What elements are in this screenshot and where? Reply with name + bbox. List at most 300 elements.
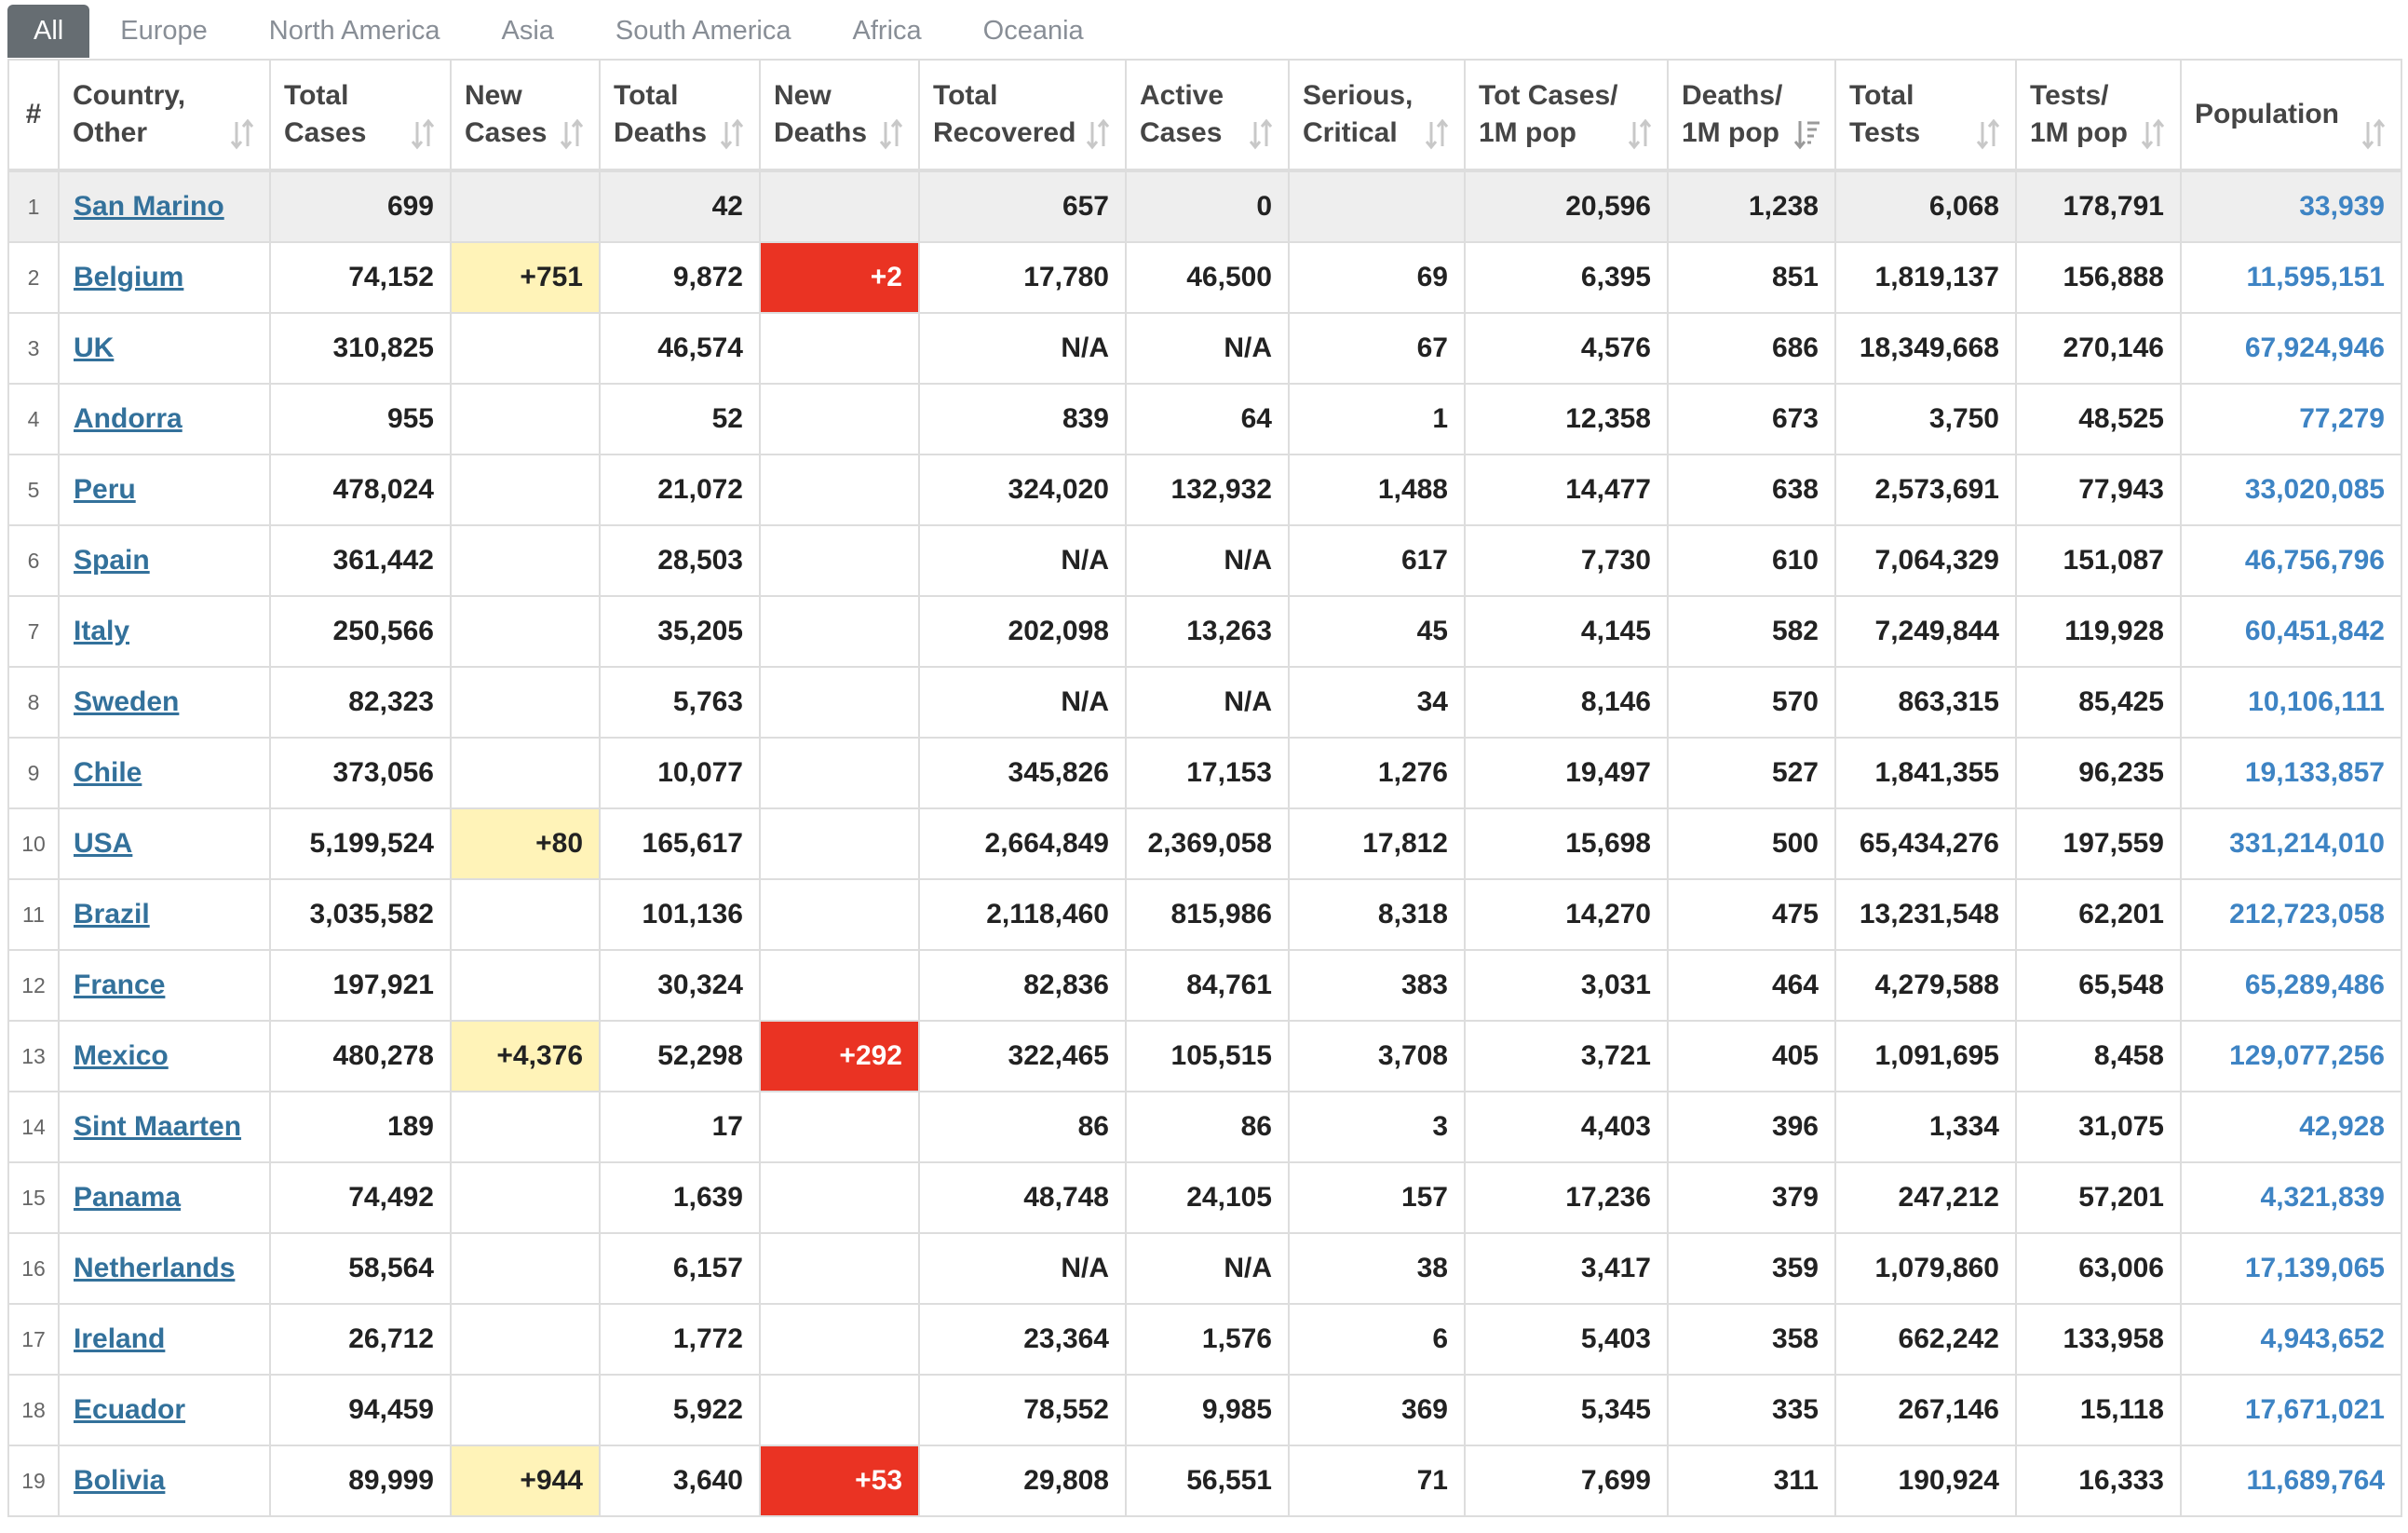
cell-rank: 11 bbox=[8, 879, 59, 950]
cell-active-cases: 84,761 bbox=[1126, 950, 1289, 1021]
country-link[interactable]: Bolivia bbox=[74, 1465, 166, 1496]
cell-tests-per-1m: 15,118 bbox=[2016, 1375, 2181, 1445]
cell-population bbox=[2181, 242, 2401, 313]
cell-deaths-per-1m: 638 bbox=[1668, 454, 1835, 525]
country-link[interactable]: Sweden bbox=[74, 686, 180, 717]
cell-deaths-per-1m: 335 bbox=[1668, 1375, 1835, 1445]
column-header-serious-critical[interactable] bbox=[1289, 60, 1465, 170]
cell-active-cases: 815,986 bbox=[1126, 879, 1289, 950]
column-header-cases-per-1m[interactable] bbox=[1465, 60, 1668, 170]
cell-rank: 1 bbox=[8, 170, 59, 242]
cell-total-deaths: 52 bbox=[600, 384, 760, 454]
country-link[interactable]: Andorra bbox=[74, 403, 183, 434]
cell-total-tests: 6,068 bbox=[1835, 170, 2016, 242]
cell-new-cases bbox=[451, 950, 600, 1021]
cell-new-deaths bbox=[760, 170, 919, 242]
table-row bbox=[8, 950, 2401, 1021]
cell-country bbox=[59, 1021, 270, 1092]
country-link[interactable]: USA bbox=[74, 828, 133, 859]
cell-tests-per-1m: 63,006 bbox=[2016, 1233, 2181, 1304]
cell-population bbox=[2181, 454, 2401, 525]
cell-cases-per-1m: 14,477 bbox=[1465, 454, 1668, 525]
cell-total-deaths: 101,136 bbox=[600, 879, 760, 950]
cell-cases-per-1m: 4,576 bbox=[1465, 313, 1668, 384]
cell-total-recovered: N/A bbox=[919, 1233, 1126, 1304]
cell-population bbox=[2181, 738, 2401, 808]
table-row bbox=[8, 1375, 2401, 1445]
sort-arrows-icon[interactable] bbox=[228, 118, 256, 150]
cell-total-recovered: 322,465 bbox=[919, 1021, 1126, 1092]
cell-serious-critical: 17,812 bbox=[1289, 808, 1465, 879]
cell-serious-critical: 3 bbox=[1289, 1092, 1465, 1162]
cell-rank: 9 bbox=[8, 738, 59, 808]
cell-country bbox=[59, 525, 270, 596]
cell-rank: 14 bbox=[8, 1092, 59, 1162]
cell-population bbox=[2181, 667, 2401, 738]
country-link[interactable]: Spain bbox=[74, 545, 150, 576]
cell-active-cases: 105,515 bbox=[1126, 1021, 1289, 1092]
cell-tests-per-1m: 197,559 bbox=[2016, 808, 2181, 879]
cell-cases-per-1m: 3,417 bbox=[1465, 1233, 1668, 1304]
cell-active-cases: 56,551 bbox=[1126, 1445, 1289, 1516]
sort-arrows-icon[interactable] bbox=[718, 118, 746, 150]
cell-serious-critical: 34 bbox=[1289, 667, 1465, 738]
cell-total-tests: 662,242 bbox=[1835, 1304, 2016, 1375]
cell-population bbox=[2181, 1162, 2401, 1233]
cell-cases-per-1m: 14,270 bbox=[1465, 879, 1668, 950]
population-link[interactable]: 10,106,111 bbox=[2248, 686, 2385, 717]
country-link[interactable]: San Marino bbox=[74, 191, 224, 222]
table-row bbox=[8, 454, 2401, 525]
column-header-new-deaths[interactable] bbox=[760, 60, 919, 170]
cell-total-cases: 94,459 bbox=[270, 1375, 451, 1445]
tab-south-america[interactable]: South America bbox=[615, 16, 791, 46]
cell-rank: 7 bbox=[8, 596, 59, 667]
cell-total-tests: 247,212 bbox=[1835, 1162, 2016, 1233]
tab-asia[interactable]: Asia bbox=[501, 16, 554, 46]
cell-population bbox=[2181, 950, 2401, 1021]
cell-cases-per-1m: 4,403 bbox=[1465, 1092, 1668, 1162]
cell-total-recovered: N/A bbox=[919, 667, 1126, 738]
cell-new-deaths: +53 bbox=[760, 1445, 919, 1516]
cell-active-cases: 13,263 bbox=[1126, 596, 1289, 667]
population-link[interactable]: 42,928 bbox=[2299, 1111, 2385, 1142]
cell-cases-per-1m: 3,721 bbox=[1465, 1021, 1668, 1092]
population-link[interactable]: 4,321,839 bbox=[2260, 1182, 2385, 1213]
cell-deaths-per-1m: 610 bbox=[1668, 525, 1835, 596]
cell-population bbox=[2181, 808, 2401, 879]
cell-total-tests: 7,249,844 bbox=[1835, 596, 2016, 667]
cell-total-recovered: 17,780 bbox=[919, 242, 1126, 313]
cell-total-deaths: 1,639 bbox=[600, 1162, 760, 1233]
cell-new-cases: +4,376 bbox=[451, 1021, 600, 1092]
sort-arrows-icon[interactable] bbox=[1247, 118, 1275, 150]
cell-deaths-per-1m: 1,238 bbox=[1668, 170, 1835, 242]
cell-new-deaths bbox=[760, 1375, 919, 1445]
cell-country bbox=[59, 808, 270, 879]
cell-active-cases: 0 bbox=[1126, 170, 1289, 242]
cell-active-cases: 1,576 bbox=[1126, 1304, 1289, 1375]
cell-deaths-per-1m: 475 bbox=[1668, 879, 1835, 950]
sort-arrows-icon[interactable] bbox=[558, 118, 586, 150]
table-body bbox=[8, 170, 2401, 1516]
cell-total-cases: 480,278 bbox=[270, 1021, 451, 1092]
cell-active-cases: 17,153 bbox=[1126, 738, 1289, 808]
table-row bbox=[8, 1304, 2401, 1375]
cell-new-deaths: +292 bbox=[760, 1021, 919, 1092]
cell-active-cases: 2,369,058 bbox=[1126, 808, 1289, 879]
cell-total-cases: 74,152 bbox=[270, 242, 451, 313]
column-header-label: Tot Cases/ 1M pop bbox=[1479, 80, 1618, 148]
cell-tests-per-1m: 62,201 bbox=[2016, 879, 2181, 950]
country-link[interactable]: Chile bbox=[74, 757, 142, 788]
cell-new-cases bbox=[451, 667, 600, 738]
table-row bbox=[8, 1162, 2401, 1233]
table-row bbox=[8, 808, 2401, 879]
cell-population bbox=[2181, 1233, 2401, 1304]
population-link[interactable]: 77,279 bbox=[2299, 403, 2385, 434]
cell-total-deaths: 35,205 bbox=[600, 596, 760, 667]
cell-active-cases: 64 bbox=[1126, 384, 1289, 454]
country-link[interactable]: Peru bbox=[74, 474, 136, 505]
population-link[interactable]: 19,133,857 bbox=[2244, 757, 2385, 788]
cell-total-tests: 190,924 bbox=[1835, 1445, 2016, 1516]
cell-population bbox=[2181, 384, 2401, 454]
cell-tests-per-1m: 178,791 bbox=[2016, 170, 2181, 242]
column-header-country[interactable] bbox=[59, 60, 270, 170]
region-tabs bbox=[7, 0, 1115, 58]
cell-total-recovered: 29,808 bbox=[919, 1445, 1126, 1516]
cell-cases-per-1m: 17,236 bbox=[1465, 1162, 1668, 1233]
column-header-new-cases[interactable] bbox=[451, 60, 600, 170]
cell-tests-per-1m: 31,075 bbox=[2016, 1092, 2181, 1162]
population-link[interactable]: 65,289,486 bbox=[2244, 970, 2385, 1000]
column-header-rank[interactable] bbox=[8, 60, 59, 170]
cell-total-tests: 4,279,588 bbox=[1835, 950, 2016, 1021]
column-header-label: Total Cases bbox=[284, 80, 367, 148]
cell-tests-per-1m: 77,943 bbox=[2016, 454, 2181, 525]
cell-new-cases bbox=[451, 596, 600, 667]
population-link[interactable]: 17,671,021 bbox=[2244, 1394, 2385, 1425]
cell-serious-critical: 1,276 bbox=[1289, 738, 1465, 808]
table-row bbox=[8, 242, 2401, 313]
cell-serious-critical: 8,318 bbox=[1289, 879, 1465, 950]
cell-total-deaths: 6,157 bbox=[600, 1233, 760, 1304]
column-header-total-recovered[interactable] bbox=[919, 60, 1126, 170]
sort-arrows-icon[interactable] bbox=[409, 118, 437, 150]
population-link[interactable]: 17,139,065 bbox=[2244, 1253, 2385, 1283]
cell-cases-per-1m: 5,345 bbox=[1465, 1375, 1668, 1445]
cell-total-cases: 3,035,582 bbox=[270, 879, 451, 950]
cell-total-tests: 1,079,860 bbox=[1835, 1233, 2016, 1304]
cell-total-recovered: 82,836 bbox=[919, 950, 1126, 1021]
cell-cases-per-1m: 15,698 bbox=[1465, 808, 1668, 879]
sort-arrows-icon[interactable] bbox=[1974, 118, 2002, 150]
cell-rank: 6 bbox=[8, 525, 59, 596]
cell-total-cases: 58,564 bbox=[270, 1233, 451, 1304]
cell-tests-per-1m: 96,235 bbox=[2016, 738, 2181, 808]
table-row bbox=[8, 525, 2401, 596]
population-link[interactable]: 60,451,842 bbox=[2244, 616, 2385, 646]
column-header-total-tests[interactable] bbox=[1835, 60, 2016, 170]
cell-rank: 5 bbox=[8, 454, 59, 525]
cell-tests-per-1m: 156,888 bbox=[2016, 242, 2181, 313]
table-header bbox=[8, 60, 2401, 170]
cell-deaths-per-1m: 570 bbox=[1668, 667, 1835, 738]
cell-deaths-per-1m: 358 bbox=[1668, 1304, 1835, 1375]
population-link[interactable]: 4,943,652 bbox=[2260, 1323, 2385, 1354]
tab-all[interactable]: All bbox=[7, 5, 89, 58]
population-link[interactable]: 46,756,796 bbox=[2244, 545, 2385, 576]
cell-tests-per-1m: 119,928 bbox=[2016, 596, 2181, 667]
cell-country bbox=[59, 454, 270, 525]
population-link[interactable]: 67,924,946 bbox=[2244, 332, 2385, 363]
cell-active-cases: N/A bbox=[1126, 667, 1289, 738]
cell-active-cases: 46,500 bbox=[1126, 242, 1289, 313]
table-row bbox=[8, 1233, 2401, 1304]
country-link[interactable]: UK bbox=[74, 332, 115, 363]
column-header-label: # bbox=[25, 99, 42, 129]
cell-tests-per-1m: 8,458 bbox=[2016, 1021, 2181, 1092]
table-row bbox=[8, 1445, 2401, 1516]
column-header-label: Tests/ 1M pop bbox=[2030, 80, 2128, 148]
cell-population bbox=[2181, 170, 2401, 242]
cell-serious-critical: 6 bbox=[1289, 1304, 1465, 1375]
cell-serious-critical: 38 bbox=[1289, 1233, 1465, 1304]
table-row bbox=[8, 313, 2401, 384]
cell-tests-per-1m: 270,146 bbox=[2016, 313, 2181, 384]
cell-total-deaths: 3,640 bbox=[600, 1445, 760, 1516]
cell-new-cases: +80 bbox=[451, 808, 600, 879]
cell-new-deaths bbox=[760, 454, 919, 525]
country-link[interactable]: Panama bbox=[74, 1182, 182, 1213]
table-row bbox=[8, 170, 2401, 242]
cell-new-cases bbox=[451, 1233, 600, 1304]
cell-population bbox=[2181, 596, 2401, 667]
tab-europe[interactable]: Europe bbox=[120, 16, 208, 46]
cell-new-deaths: +2 bbox=[760, 242, 919, 313]
sort-arrows-icon[interactable] bbox=[1626, 118, 1654, 150]
cell-new-cases bbox=[451, 384, 600, 454]
cell-active-cases: 24,105 bbox=[1126, 1162, 1289, 1233]
cell-new-deaths bbox=[760, 1162, 919, 1233]
cell-rank: 8 bbox=[8, 667, 59, 738]
column-header-label: Total Tests bbox=[1849, 80, 1921, 148]
column-header-label: Total Deaths bbox=[614, 80, 708, 148]
country-link[interactable]: Italy bbox=[74, 616, 130, 646]
country-link[interactable]: France bbox=[74, 970, 166, 1000]
cell-new-cases bbox=[451, 1162, 600, 1233]
cell-new-deaths bbox=[760, 808, 919, 879]
cell-total-cases: 197,921 bbox=[270, 950, 451, 1021]
column-header-label: New Deaths bbox=[774, 80, 868, 148]
cell-total-deaths: 5,922 bbox=[600, 1375, 760, 1445]
population-link[interactable]: 331,214,010 bbox=[2229, 828, 2385, 859]
country-link[interactable]: Belgium bbox=[74, 262, 184, 292]
cell-total-recovered: 2,118,460 bbox=[919, 879, 1126, 950]
cell-new-deaths bbox=[760, 596, 919, 667]
cell-total-deaths: 42 bbox=[600, 170, 760, 242]
country-link[interactable]: Ireland bbox=[74, 1323, 166, 1354]
column-header-label: Serious, Critical bbox=[1303, 80, 1414, 148]
cell-total-cases: 5,199,524 bbox=[270, 808, 451, 879]
cell-country bbox=[59, 1445, 270, 1516]
cell-rank: 4 bbox=[8, 384, 59, 454]
cell-country bbox=[59, 950, 270, 1021]
cell-new-deaths bbox=[760, 879, 919, 950]
cell-country bbox=[59, 1233, 270, 1304]
cell-total-recovered: 657 bbox=[919, 170, 1126, 242]
cell-total-deaths: 17 bbox=[600, 1092, 760, 1162]
cell-total-tests: 863,315 bbox=[1835, 667, 2016, 738]
cell-serious-critical: 69 bbox=[1289, 242, 1465, 313]
cell-total-deaths: 1,772 bbox=[600, 1304, 760, 1375]
cell-total-cases: 478,024 bbox=[270, 454, 451, 525]
cell-total-tests: 65,434,276 bbox=[1835, 808, 2016, 879]
cell-serious-critical: 67 bbox=[1289, 313, 1465, 384]
cell-population bbox=[2181, 1021, 2401, 1092]
cell-active-cases: N/A bbox=[1126, 1233, 1289, 1304]
tab-africa[interactable]: Africa bbox=[852, 16, 922, 46]
country-link[interactable]: Ecuador bbox=[74, 1394, 186, 1425]
table-row bbox=[8, 1092, 2401, 1162]
cell-new-deaths bbox=[760, 1233, 919, 1304]
cell-total-cases: 74,492 bbox=[270, 1162, 451, 1233]
cell-serious-critical: 71 bbox=[1289, 1445, 1465, 1516]
sort-arrows-icon[interactable] bbox=[877, 118, 905, 150]
cell-total-deaths: 52,298 bbox=[600, 1021, 760, 1092]
population-link[interactable]: 33,020,085 bbox=[2244, 474, 2385, 505]
tab-north-america[interactable]: North America bbox=[268, 16, 440, 46]
cell-serious-critical bbox=[1289, 170, 1465, 242]
cell-total-cases: 26,712 bbox=[270, 1304, 451, 1375]
cell-total-deaths: 28,503 bbox=[600, 525, 760, 596]
cell-new-deaths bbox=[760, 384, 919, 454]
cell-serious-critical: 3,708 bbox=[1289, 1021, 1465, 1092]
cell-total-deaths: 5,763 bbox=[600, 667, 760, 738]
column-header-label: New Cases bbox=[465, 80, 548, 148]
cell-total-tests: 1,091,695 bbox=[1835, 1021, 2016, 1092]
column-header-population[interactable] bbox=[2181, 60, 2401, 170]
table-row bbox=[8, 667, 2401, 738]
country-link[interactable]: Mexico bbox=[74, 1040, 169, 1071]
cell-new-cases bbox=[451, 1092, 600, 1162]
cell-total-deaths: 165,617 bbox=[600, 808, 760, 879]
population-link[interactable]: 212,723,058 bbox=[2229, 899, 2385, 929]
cell-serious-critical: 1 bbox=[1289, 384, 1465, 454]
cell-tests-per-1m: 48,525 bbox=[2016, 384, 2181, 454]
population-link[interactable]: 11,595,151 bbox=[2246, 262, 2385, 292]
cell-total-recovered: 345,826 bbox=[919, 738, 1126, 808]
cell-country bbox=[59, 313, 270, 384]
tab-oceania[interactable]: Oceania bbox=[982, 16, 1084, 46]
column-header-active-cases[interactable] bbox=[1126, 60, 1289, 170]
cell-country bbox=[59, 384, 270, 454]
cell-deaths-per-1m: 464 bbox=[1668, 950, 1835, 1021]
cell-country bbox=[59, 1092, 270, 1162]
table-row bbox=[8, 738, 2401, 808]
cell-total-recovered: 23,364 bbox=[919, 1304, 1126, 1375]
sort-desc-icon[interactable] bbox=[1793, 118, 1821, 150]
cell-rank: 15 bbox=[8, 1162, 59, 1233]
population-link[interactable]: 11,689,764 bbox=[2246, 1465, 2385, 1496]
cell-active-cases: 132,932 bbox=[1126, 454, 1289, 525]
cell-total-recovered: 86 bbox=[919, 1092, 1126, 1162]
cell-cases-per-1m: 4,145 bbox=[1465, 596, 1668, 667]
cell-new-deaths bbox=[760, 525, 919, 596]
sort-arrows-icon[interactable] bbox=[2360, 118, 2388, 150]
cell-deaths-per-1m: 527 bbox=[1668, 738, 1835, 808]
cell-tests-per-1m: 85,425 bbox=[2016, 667, 2181, 738]
cell-total-recovered: 78,552 bbox=[919, 1375, 1126, 1445]
cell-new-cases bbox=[451, 454, 600, 525]
cell-population bbox=[2181, 1375, 2401, 1445]
cell-new-cases bbox=[451, 1304, 600, 1375]
cell-country bbox=[59, 879, 270, 950]
cell-rank: 12 bbox=[8, 950, 59, 1021]
cell-total-recovered: 839 bbox=[919, 384, 1126, 454]
cell-population bbox=[2181, 1092, 2401, 1162]
country-link[interactable]: Brazil bbox=[74, 899, 150, 929]
column-header-tests-per-1m[interactable] bbox=[2016, 60, 2181, 170]
sort-arrows-icon[interactable] bbox=[1084, 118, 1112, 150]
cell-rank: 3 bbox=[8, 313, 59, 384]
cell-tests-per-1m: 57,201 bbox=[2016, 1162, 2181, 1233]
table-row bbox=[8, 879, 2401, 950]
cell-population bbox=[2181, 313, 2401, 384]
cell-cases-per-1m: 8,146 bbox=[1465, 667, 1668, 738]
country-link[interactable]: Netherlands bbox=[74, 1253, 236, 1283]
cell-total-recovered: 202,098 bbox=[919, 596, 1126, 667]
cell-country bbox=[59, 1304, 270, 1375]
cell-total-recovered: 48,748 bbox=[919, 1162, 1126, 1233]
cell-deaths-per-1m: 500 bbox=[1668, 808, 1835, 879]
cell-serious-critical: 383 bbox=[1289, 950, 1465, 1021]
cell-active-cases: N/A bbox=[1126, 313, 1289, 384]
cell-deaths-per-1m: 851 bbox=[1668, 242, 1835, 313]
cell-total-deaths: 46,574 bbox=[600, 313, 760, 384]
cell-total-recovered: N/A bbox=[919, 525, 1126, 596]
cell-rank: 17 bbox=[8, 1304, 59, 1375]
cell-population bbox=[2181, 879, 2401, 950]
cell-active-cases: 86 bbox=[1126, 1092, 1289, 1162]
cell-rank: 13 bbox=[8, 1021, 59, 1092]
cell-country bbox=[59, 738, 270, 808]
population-link[interactable]: 33,939 bbox=[2299, 191, 2385, 222]
sort-arrows-icon[interactable] bbox=[2139, 118, 2167, 150]
cell-total-recovered: N/A bbox=[919, 313, 1126, 384]
cell-cases-per-1m: 3,031 bbox=[1465, 950, 1668, 1021]
cell-active-cases: 9,985 bbox=[1126, 1375, 1289, 1445]
population-link[interactable]: 129,077,256 bbox=[2229, 1040, 2385, 1071]
sort-arrows-icon[interactable] bbox=[1423, 118, 1451, 150]
cell-total-recovered: 2,664,849 bbox=[919, 808, 1126, 879]
column-header-total-cases[interactable] bbox=[270, 60, 451, 170]
cell-total-tests: 13,231,548 bbox=[1835, 879, 2016, 950]
cell-new-deaths bbox=[760, 667, 919, 738]
cell-deaths-per-1m: 359 bbox=[1668, 1233, 1835, 1304]
column-header-label: Population bbox=[2195, 99, 2339, 129]
cell-deaths-per-1m: 405 bbox=[1668, 1021, 1835, 1092]
column-header-total-deaths[interactable] bbox=[600, 60, 760, 170]
cell-tests-per-1m: 151,087 bbox=[2016, 525, 2181, 596]
cell-country bbox=[59, 1375, 270, 1445]
cell-tests-per-1m: 65,548 bbox=[2016, 950, 2181, 1021]
country-link[interactable]: Sint Maarten bbox=[74, 1111, 242, 1142]
cell-new-cases bbox=[451, 525, 600, 596]
column-header-deaths-per-1m[interactable] bbox=[1668, 60, 1835, 170]
column-header-label: Active Cases bbox=[1140, 80, 1224, 148]
